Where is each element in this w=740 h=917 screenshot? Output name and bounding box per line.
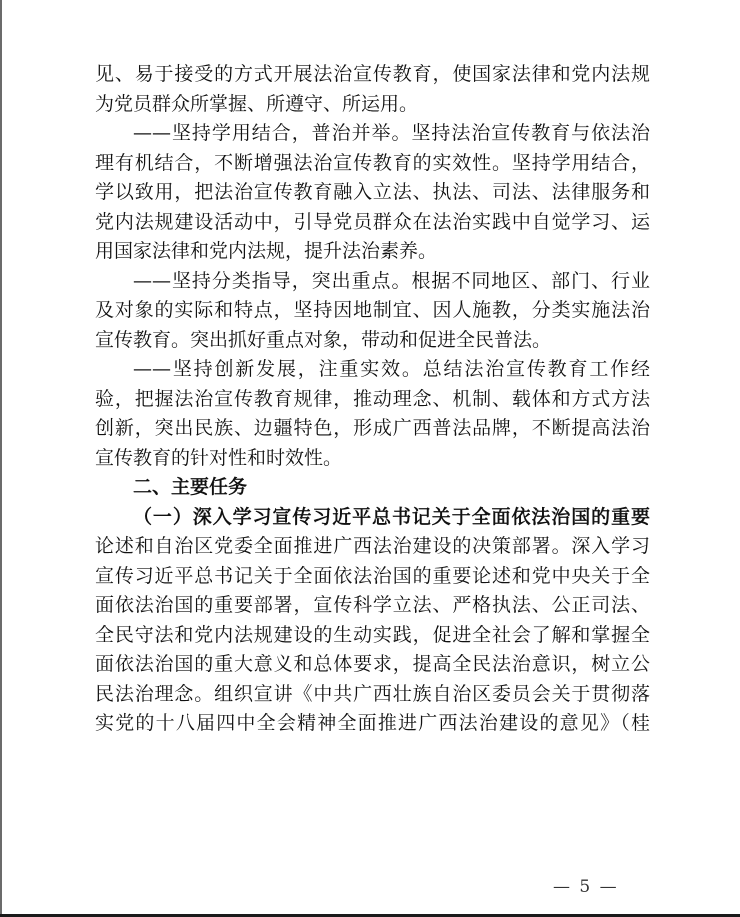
- text-line: 民法治理念。组织宣讲《中共广西壮族自治区委员会关于贯彻落: [95, 682, 650, 705]
- text-line: 为党员群众所掌握、所遵守、所运用。: [95, 92, 419, 115]
- text-line: 见、易于接受的方式开展法治宣传教育，使国家法律和党内法规: [95, 63, 650, 85]
- text-line: ——坚持创新发展，注重实效。总结法治宣传教育工作经: [133, 358, 650, 380]
- text-line: 用国家法律和党内法规，提升法治素养。: [95, 240, 438, 262]
- page-left-edge: [0, 0, 2, 917]
- page-number: — 5 —: [553, 877, 619, 897]
- text-line: 理有机结合，不断增强法治宣传教育的实效性。坚持学用结合，: [95, 151, 650, 174]
- text-line: 宣传教育。突出抓好重点对象，带动和促进全民普法。: [95, 328, 552, 351]
- text-line: 宣传习近平总书记关于全面依法治国的重要论述和党中央关于全: [95, 564, 650, 587]
- section-heading: 二、主要任务: [133, 476, 248, 498]
- text-line: 面依法治国的重要部署，宣传科学立法、严格执法、公正司法、: [95, 594, 650, 616]
- text-line: 实党的十八届四中全会精神全面推进广西法治建设的意见》（桂: [95, 712, 650, 734]
- text-line: 面依法治国的重大意义和总体要求，提高全民法治意识，树立公: [95, 653, 650, 675]
- text-line: 学以致用，把法治宣传教育融入立法、执法、司法、法律服务和: [95, 181, 650, 203]
- text-line: 全民守法和党内法规建设的生动实践，促进全社会了解和掌握全: [95, 623, 650, 646]
- text-line: 宣传教育的针对性和时效性。: [95, 446, 343, 469]
- text-line: 验，把握法治宣传教育规律，推动理念、机制、载体和方式方法: [95, 387, 650, 410]
- text-line: 及对象的实际和特点，坚持因地制宜、因人施教，分类实施法治: [95, 299, 650, 321]
- subsection-heading: （一）深入学习宣传习近平总书记关于全面依法治国的重要: [133, 505, 650, 528]
- text-line: 党内法规建设活动中，引导党员群众在法治实践中自觉学习、运: [95, 210, 650, 233]
- text-line: 创新，突出民族、边疆特色，形成广西普法品牌，不断提高法治: [95, 417, 650, 439]
- body-text: [95, 60, 650, 739]
- text-line: ——坚持分类指导，突出重点。根据不同地区、部门、行业: [133, 269, 650, 292]
- text-line: ——坚持学用结合，普治并举。坚持法治宣传教育与依法治: [133, 122, 650, 144]
- text-line: 论述和自治区党委全面推进广西法治建设的决策部署。深入学习: [95, 535, 650, 557]
